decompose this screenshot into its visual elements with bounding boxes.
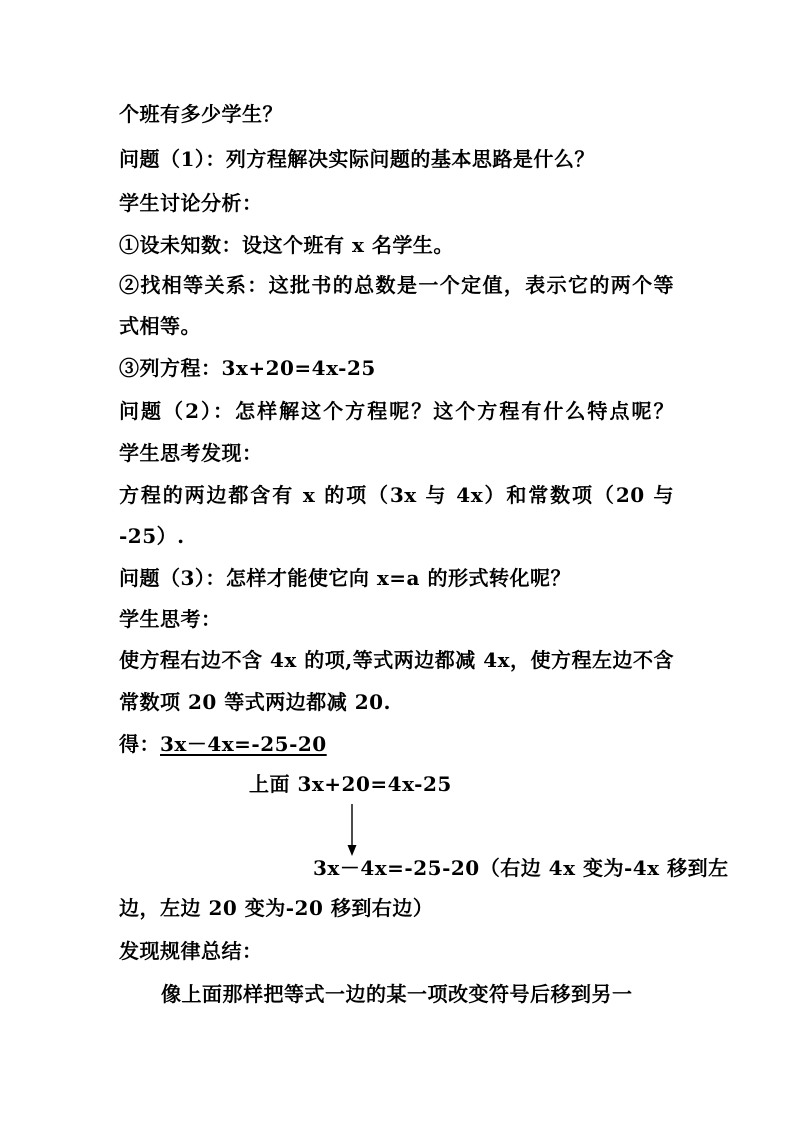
step-3: ③列方程：3x+20=4x-25 bbox=[119, 356, 376, 380]
transformed-note: 边，左边 20 变为-20 移到右边） bbox=[119, 896, 434, 920]
observation-line-1: 方程的两边都含有 x 的项（3x 与 4x）和常数项（20 与 bbox=[119, 483, 674, 507]
rule-heading: 发现规律总结： bbox=[119, 939, 263, 963]
explanation-line-2: 常数项 20 等式两边都减 20. bbox=[119, 690, 392, 714]
result-line bbox=[119, 732, 327, 756]
observation-line-2: -25）. bbox=[119, 524, 185, 548]
step-1: ①设未知数：设这个班有 x 名学生。 bbox=[119, 233, 454, 257]
question-2: 问题（2）：怎样解这个方程呢？这个方程有什么特点呢？ bbox=[119, 399, 674, 423]
text-line-3: 学生讨论分析： bbox=[119, 191, 263, 215]
explanation-line-1: 使方程右边不含 4x 的项,等式两边都减 4x，使方程左边不含 bbox=[119, 648, 675, 672]
question-1: 问题（1）：列方程解决实际问题的基本思路是什么？ bbox=[119, 147, 595, 171]
down-arrow-icon bbox=[346, 804, 358, 856]
step-2-line-1: ②找相等关系：这批书的总数是一个定值，表示它的两个等 bbox=[119, 273, 674, 297]
result-equation: 3x－4x=-25-20 bbox=[160, 732, 327, 756]
text-line-13: 学生思考： bbox=[119, 607, 222, 631]
rule-text: 像上面那样把等式一边的某一项改变符号后移到另一 bbox=[161, 982, 633, 1006]
text-line-9: 学生思考发现： bbox=[119, 441, 263, 465]
transformed-equation: 3x－4x=-25-20（右边 4x 变为-4x 移到左 bbox=[313, 856, 729, 880]
step-2-line-2: 式相等。 bbox=[119, 314, 201, 338]
original-equation: 上面 3x+20=4x-25 bbox=[249, 772, 452, 796]
question-3: 问题（3）：怎样才能使它向 x=a 的形式转化呢？ bbox=[119, 566, 571, 590]
text-line-1: 个班有多少学生？ bbox=[119, 102, 283, 126]
result-label: 得： bbox=[119, 732, 160, 756]
